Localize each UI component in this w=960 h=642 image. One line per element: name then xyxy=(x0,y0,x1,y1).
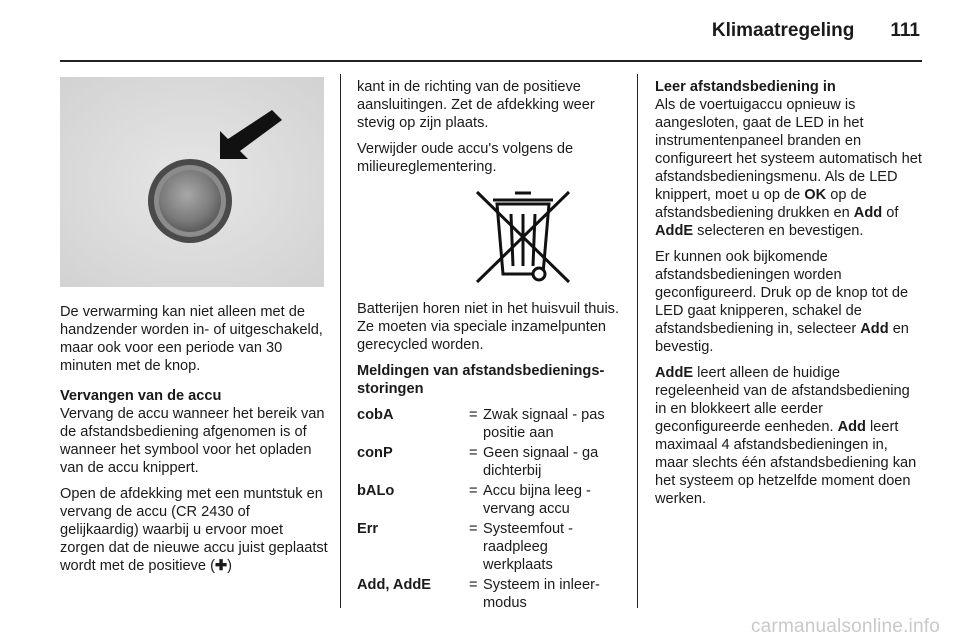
message-description: Geen signaal - ga dichterbij xyxy=(483,445,599,479)
message-row: bALo = Accu bijna leeg - vervang accu xyxy=(357,482,625,518)
section-heading: Leer afstandsbediening in xyxy=(655,79,836,95)
crossed-bin-icon xyxy=(453,184,593,288)
column-3 xyxy=(655,78,923,516)
paragraph: Batterijen horen niet in het huisvuil thuis. Ze moeten via speciale inzamelpunten gerecycled worden. xyxy=(357,301,620,353)
section-heading: Meldingen van afstandsbedieningsstoringen xyxy=(357,363,605,397)
message-description: Accu bijna leeg - vervang accu xyxy=(483,483,591,517)
column-divider xyxy=(637,74,638,608)
paragraph: Er kunnen ook bijkomende afstandsbedieningen worden geconfigureerd. Druk op de knop tot de LED gaat knipperen, schakel de afstandsbediening in, selecteer Add en bevestig. xyxy=(655,249,909,355)
paragraph: kant in de richting van de positieve aansluitingen. Zet de afdekking weer stevig op zijn plaats. xyxy=(357,79,595,131)
message-code: conP xyxy=(357,445,393,461)
message-description: Systeem in inleermodus xyxy=(483,577,600,611)
column-2 xyxy=(357,78,625,612)
paragraph: Open de afdekking met een muntstuk en vervang de accu (CR 2430 of gelijkaardig) waarbij u ervoor moet zorgen dat de nieuwe accu juist geplaatst wordt met de positieve (✚) xyxy=(60,486,328,574)
header-rule xyxy=(60,60,922,62)
paragraph: Vervang de accu wanneer het bereik van de afstandsbediening afgenomen is of wanneer het symbool voor het opladen van de accu knippert. xyxy=(60,406,325,476)
message-row: cobA = Zwak signaal - pas positie aan xyxy=(357,406,625,442)
column-divider xyxy=(340,74,341,608)
column-1 xyxy=(60,303,330,583)
message-code: Err xyxy=(357,521,379,537)
message-code: Add, AddE xyxy=(357,577,432,593)
page-number: 111 xyxy=(890,20,920,41)
message-row: Err = Systeemfout - raadpleeg werkplaats xyxy=(357,520,625,574)
page-header xyxy=(712,20,920,42)
message-row: Add, AddE = Systeem in inleermodus xyxy=(357,576,625,612)
heater-button-photo xyxy=(60,77,324,287)
message-code: bALo xyxy=(357,483,395,499)
message-row: conP = Geen signaal - ga dichterbij xyxy=(357,444,625,480)
paragraph: AddE leert alleen de huidige regeleenheid van de afstandsbediening in en blokkeert alle eerder geconfigureerde eenheden. Add leert maximaal 4 afstandsbedieningen in, maar slechts één afstandsbediening kan het systeem op hetzelfde moment doen werken. xyxy=(655,365,917,507)
message-list xyxy=(357,406,625,612)
plus-icon: ✚ xyxy=(214,558,228,574)
paragraph: Verwijder oude accu's volgens de milieureglementering. xyxy=(357,141,574,175)
paragraph: De verwarming kan niet alleen met de handzender worden in- of uitgeschakeld, maar ook voor een periode van 30 minuten met de knop. xyxy=(60,304,323,374)
message-description: Systeemfout - raadpleeg werkplaats xyxy=(483,521,574,573)
message-code: cobA xyxy=(357,407,394,423)
page-title: Klimaatregeling xyxy=(711,20,855,41)
section-heading: Vervangen van de accu xyxy=(60,388,222,404)
watermark: carmanualsonline.info xyxy=(750,616,940,637)
paragraph: Als de voertuigaccu opnieuw is aangesloten, gaat de LED in het instrumentenpaneel branden en configureert het systeem automatisch het afstandsbedieningsmenu. Als de LED knippert, moet u op de OK op de afstandsbediening drukken en Add of AddE selecteren en bevestigen. xyxy=(655,97,922,239)
message-description: Zwak signaal - pas positie aan xyxy=(483,407,605,441)
